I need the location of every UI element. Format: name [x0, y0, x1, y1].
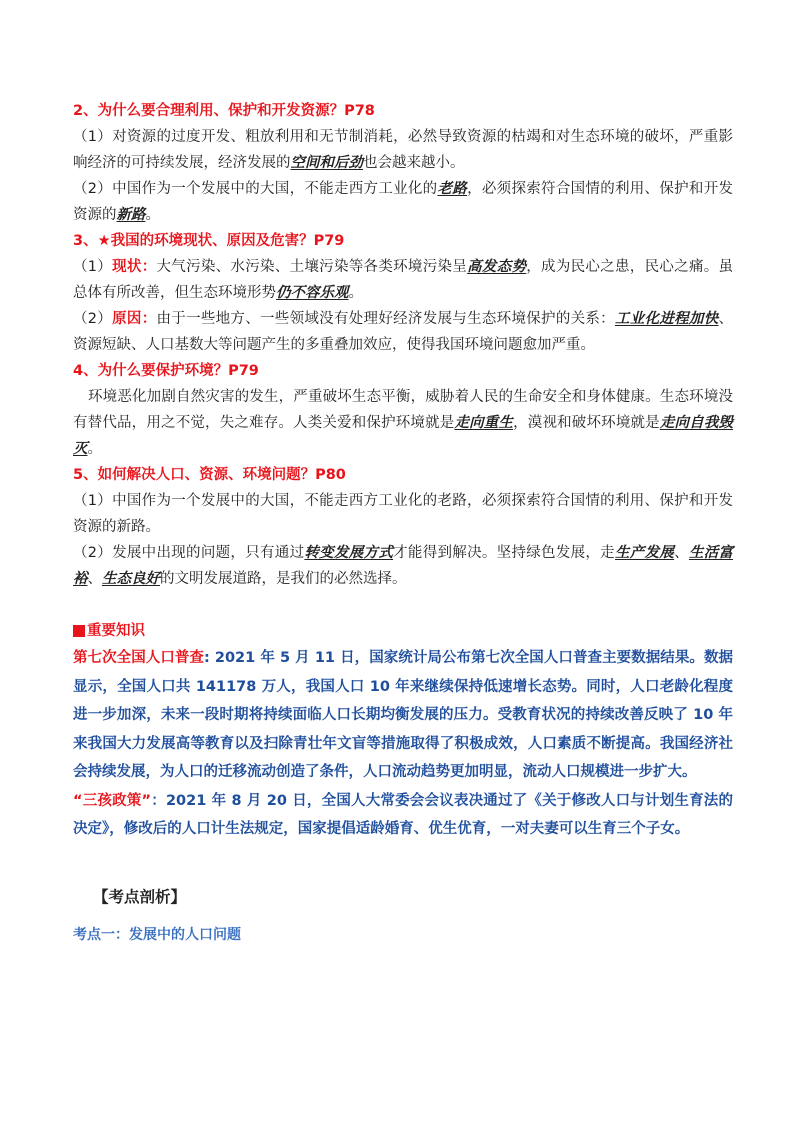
text-run: ，成为民心之患，民心之痛。虽总体有所改善，但生态环境形势 — [73, 259, 734, 301]
square-bullet-icon — [73, 625, 85, 637]
keyword: 走向重生 — [454, 414, 514, 431]
policy-paragraph — [73, 787, 733, 844]
census-text: : 2021 年 5 月 11 日，国家统计局公布第七次全国人口普查主要数据结果。数据显示，全国人口共 141178 万人，我国人口 10 年来继续保持低速增长态势。同时，人口老龄化程度进一步加深，未来一段时期将持续面临人口长期均衡发展的压力。受教育状况的持续改善反映了 10 年来我国大力发展高等教育以及扫除青壮年文盲等措施取得了积极成效，人口素质不断提高。我国经济社会持续发展，为人口的迁移流动创造了条件，人口流动趋势更加明显，流动人口规模进一步扩大。 — [73, 650, 733, 780]
answer-paragraph-2-2 — [73, 176, 733, 228]
text-run: 环境恶化加剧自然灾害的发生，严重破坏生态平衡，威胁着人民的生命安全和身体健康。生态环境没有替代品，用之不觉，失之难存。人类关爱和保护环境就是 — [73, 389, 733, 431]
text-run: 。 — [348, 285, 363, 301]
text-run: 的文明发展道路，是我们的必然选择。 — [160, 571, 407, 587]
text-run: 。 — [145, 207, 160, 223]
keyword: 转变发展方式 — [304, 544, 394, 561]
policy-label: “三孩政策” — [73, 792, 152, 809]
knowledge-title — [73, 618, 733, 644]
keyword: 生活富裕 — [73, 544, 734, 587]
census-paragraph — [73, 644, 733, 787]
question-heading-3: 3、★我国的环境现状、原因及危害？P79 — [73, 233, 345, 249]
answer-paragraph-4 — [73, 384, 733, 462]
keyword: 仍不容乐观 — [276, 284, 349, 301]
keyword: 老路 — [437, 180, 468, 197]
label: 现状： — [112, 259, 157, 275]
question-heading-5: 5、如何解决人口、资源、环境问题？P80 — [73, 467, 346, 483]
text-run: 。 — [87, 441, 102, 457]
exam-point-1: 考点一：发展中的人口问题 — [73, 926, 241, 943]
text-run: （2） — [73, 311, 113, 327]
question-heading-2: 2、为什么要合理利用、保护和开发资源？P78 — [73, 103, 375, 119]
spacer — [73, 592, 733, 618]
keyword: 生态良好 — [102, 570, 160, 587]
answer-paragraph-2-1 — [73, 124, 733, 176]
text-run: 、资源短缺、人口基数大等问题产生的多重叠加效应，使得我国环境问题愈加严重。 — [73, 311, 734, 353]
analysis-title: 【考点剖析】 — [93, 887, 187, 906]
text-run: （1）对资源的过度开发、粗放利用和无节制消耗，必然导致资源的枯竭和对生态环境的破坏，严重影响经济的可持续发展，经济发展的 — [73, 129, 733, 171]
text-run: ，必须探索符合国情的利用、保护和开发资源的 — [73, 181, 734, 223]
keyword: 生产发展 — [614, 544, 675, 561]
answer-paragraph-5-2 — [73, 540, 733, 592]
text-run: （2）中国作为一个发展中的大国，不能走西方工业化的 — [73, 181, 438, 197]
answer-paragraph-5-1 — [73, 488, 733, 540]
answer-paragraph-3-1 — [73, 254, 733, 306]
text-run: 大气污染、水污染、土壤污染等各类环境污染呈 — [156, 259, 468, 275]
keyword: 工业化进程加快 — [614, 310, 719, 327]
keyword: 空间和后劲 — [290, 154, 363, 171]
page-content — [73, 98, 733, 948]
text-run: ，漠视和破坏环境就是 — [513, 415, 660, 431]
keyword: 走向自我毁灭 — [73, 414, 734, 457]
policy-text: ：2021 年 8 月 20 日，全国人大常委会会议表决通过了《关于修改人口与计划生育法的决定》，修改后的人口计生法规定，国家提倡适龄婚育、优生优育，一对夫妻可以生育三个子女。 — [73, 792, 733, 837]
text-run: （1）中国作为一个发展中的大国，不能走西方工业化的老路，必须探索符合国情的利用、保护和开发资源的新路。 — [73, 493, 733, 535]
knowledge-title-text: 重要知识 — [87, 623, 145, 639]
text-run: 才能得到解决。坚持绿色发展，走 — [393, 545, 615, 561]
text-run: 、 — [87, 571, 102, 587]
text-run: （2）发展中出现的问题，只有通过 — [73, 545, 305, 561]
answer-paragraph-3-2 — [73, 306, 733, 358]
label: 原因： — [112, 311, 157, 327]
text-run: 由于一些地方、一些领域没有处理好经济发展与生态环境保护的关系： — [156, 311, 615, 327]
keyword: 高发态势 — [467, 258, 527, 275]
census-label: 第七次全国人口普查 — [73, 650, 204, 666]
text-run: 也会越来越小。 — [363, 155, 465, 171]
text-run: （1） — [73, 259, 113, 275]
text-run: 、 — [674, 545, 689, 561]
question-heading-4: 4、为什么要保护环境？P79 — [73, 363, 259, 379]
keyword: 新路 — [116, 206, 146, 223]
